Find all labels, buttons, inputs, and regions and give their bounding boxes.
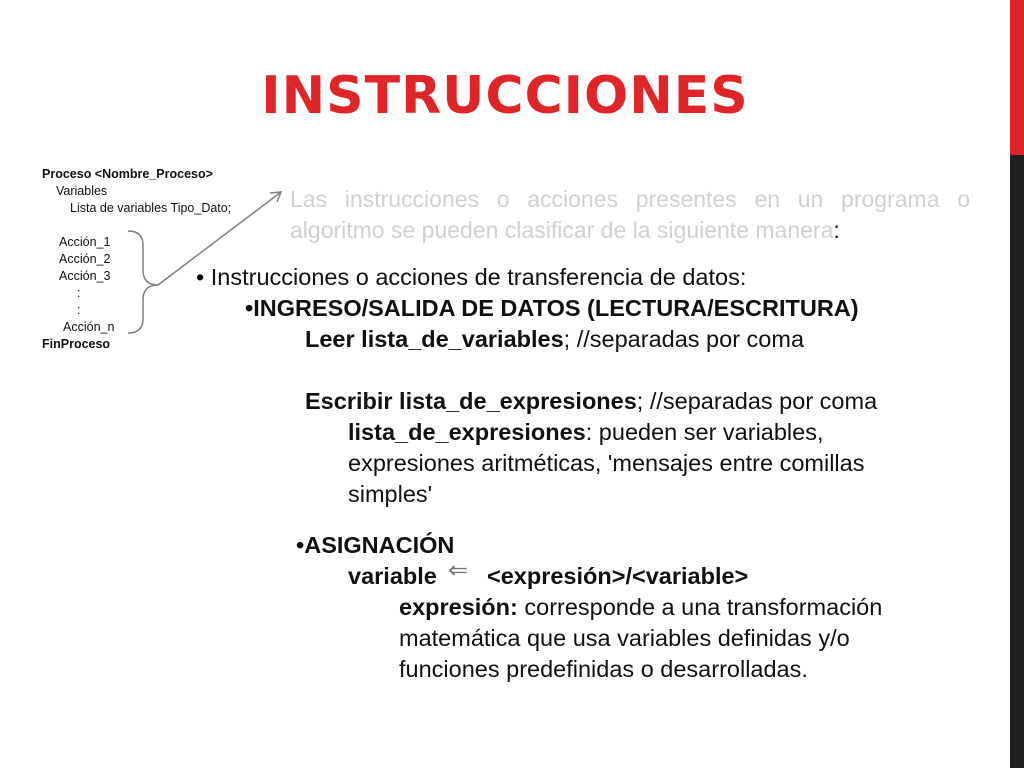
expresion-line-2: matemática que usa variables definidas y/o	[399, 625, 850, 651]
escribir-comment: ; //separadas por coma	[636, 388, 878, 414]
escribir-keyword: Escribir lista_de_expresiones	[305, 388, 637, 414]
expresion-line-3: funciones predefinidas o desarrolladas.	[399, 656, 808, 682]
leer-keyword: Leer lista_de_variables	[305, 326, 564, 352]
bullet-transferencia: • Instrucciones o acciones de transferencia de datos:	[196, 264, 747, 290]
asignacion-heading: •ASIGNACIÓN	[296, 532, 455, 558]
intro-paragraph	[290, 184, 970, 246]
fin-proceso: FinProceso	[42, 337, 111, 351]
accion-2: Acción_2	[59, 252, 111, 266]
lista-line-1	[348, 417, 824, 448]
intro-colon: :	[833, 217, 840, 243]
accion-1: Acción_1	[59, 235, 111, 249]
accion-n: Acción_n	[63, 320, 115, 334]
expresion-line-1	[399, 592, 882, 623]
lista-keyword: lista_de_expresiones	[348, 419, 586, 445]
assign-variable: variable	[348, 563, 437, 589]
slide-title: INSTRUCCIONES	[261, 66, 749, 126]
assign-arrow-icon: ⇐	[448, 557, 469, 584]
assign-expression: <expresión>/<variable>	[487, 563, 749, 589]
dots-1: :	[77, 286, 81, 300]
intro-text: Las instrucciones o acciones presentes en un programa o algoritmo se pueden clasificar de la siguiente manera	[290, 186, 970, 243]
leer-comment: ; //separadas por coma	[563, 326, 805, 352]
expresion-desc: corresponde a una transformación	[517, 594, 883, 620]
lista-line: Lista de variables Tipo_Dato;	[70, 201, 232, 215]
proceso-line: Proceso <Nombre_Proceso>	[42, 167, 213, 181]
accion-3: Acción_3	[59, 269, 111, 283]
leer-line	[305, 324, 804, 355]
dots-2: :	[77, 303, 81, 317]
variables-label: Variables	[56, 184, 108, 198]
lista-line-3: simples'	[348, 481, 433, 507]
io-heading: •INGRESO/SALIDA DE DATOS (LECTURA/ESCRITURA)	[245, 295, 859, 321]
escribir-line	[305, 386, 877, 417]
lista-desc: : pueden ser variables,	[585, 419, 824, 445]
expresion-keyword: expresión:	[399, 594, 518, 620]
lista-line-2: expresiones aritméticas, 'mensajes entre comillas	[348, 450, 865, 476]
